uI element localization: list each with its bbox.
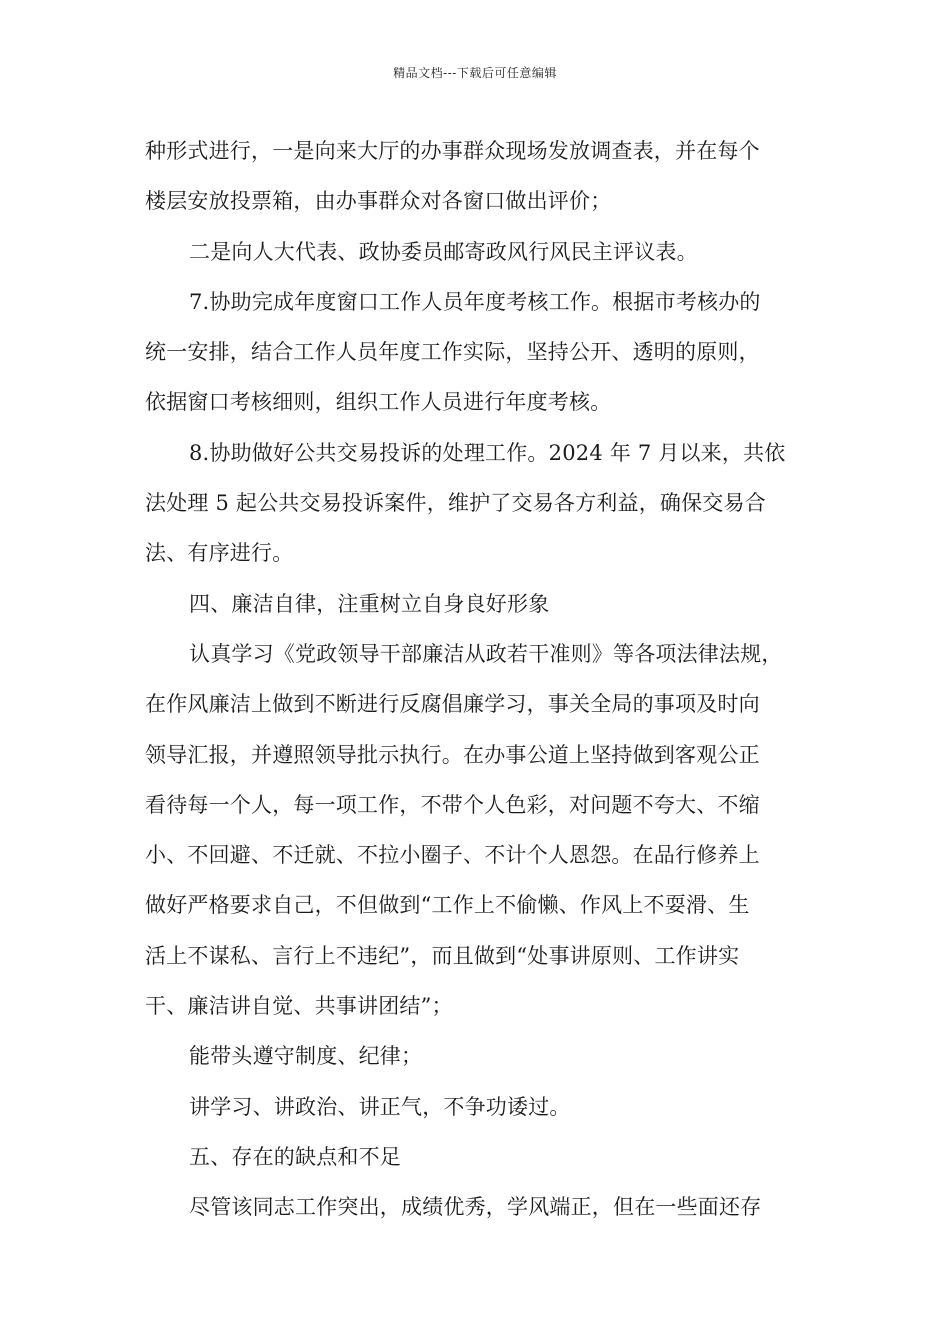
text-line: 在作风廉洁上做到不断进行反腐倡廉学习，事关全局的事项及时向 — [145, 692, 760, 717]
section-heading: 四、廉洁自律，注重树立自身良好形象 — [189, 591, 550, 616]
text-line: 认真学习《党政领导干部廉洁从政若干准则》等各项法律法规， — [189, 641, 783, 666]
text-line: 种形式进行，一是向来大厅的办事群众现场发放调查表，并在每个 — [145, 139, 760, 163]
text-line: 能带头遵守制度、纪律； — [189, 1044, 423, 1069]
text-line: 做好严格要求自己，不但做到“工作上不偷懒、作风上不耍滑、生 — [145, 893, 750, 918]
page-header: 精品文档---下载后可任意编辑 — [393, 66, 557, 80]
text-line: 小、不回避、不迁就、不拉小圈子、不计个人恩怨。在品行修养上 — [145, 843, 760, 868]
text-line: 楼层安放投票箱，由办事群众对各窗口做出评价； — [145, 189, 612, 214]
text-line: 8.协助做好公共交易投诉的处理工作。2024 年 7 月以来，共依 — [189, 440, 786, 465]
text-line: 法处理 5 起公共交易投诉案件，维护了交易各方利益，确保交易合 — [145, 491, 766, 516]
text-line: 尽管该同志工作突出，成绩优秀，学风端正，但在一些面还存 — [189, 1195, 762, 1220]
text-line: 统一安排，结合工作人员年度工作实际，坚持公开、透明的原则， — [145, 340, 760, 365]
document-body — [145, 126, 810, 1233]
text-line: 看待每一个人，每一项工作，不带个人色彩，对问题不夸大、不缩 — [145, 792, 760, 817]
text-line: 依据窗口考核细则，组织工作人员进行年度考核。 — [145, 390, 612, 415]
text-line: 干、廉洁讲自觉、共事讲团结”； — [145, 994, 453, 1019]
text-line: 法、有序进行。 — [145, 541, 294, 566]
text-line: 活上不谋私、言行上不违纪”，而且做到“处事讲原则、工作讲实 — [145, 943, 740, 968]
text-line: 7.协助完成年度窗口工作人员年度考核工作。根据市考核办的 — [189, 289, 761, 314]
text-line: 二是向人大代表、政协委员邮寄政风行风民主评议表。 — [189, 239, 698, 264]
text-line: 讲学习、讲政治、讲正气，不争功诿过。 — [189, 1094, 571, 1119]
section-heading: 五、存在的缺点和不足 — [189, 1144, 401, 1169]
text-line: 领导汇报，并遵照领导批示执行。在办事公道上坚持做到客观公正 — [145, 742, 760, 767]
